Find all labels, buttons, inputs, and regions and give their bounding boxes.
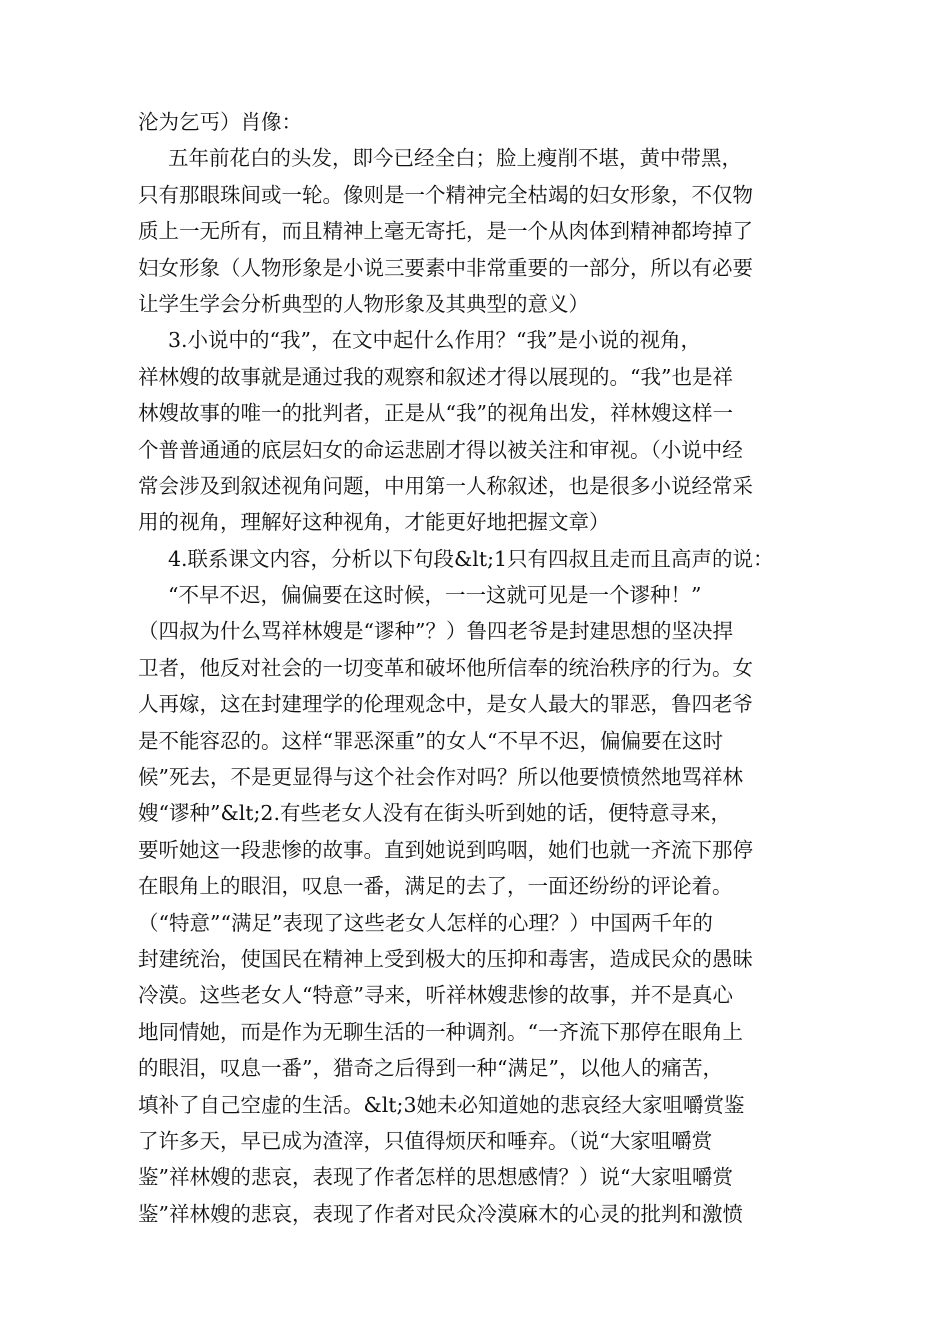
- text-line: 鉴”祥林嫂的悲哀，表现了作者对民众冷漠麻木的心灵的批判和激愤: [138, 1201, 743, 1226]
- text-line: 五年前花白的头发，即今已经全白；脸上瘦削不堪，黄中带黑，: [168, 146, 742, 171]
- text-line: 嫂“谬种”&lt;2.有些老女人没有在街头听到她的话，便特意寻来，: [138, 801, 731, 826]
- text-line: 在眼角上的眼泪，叹息一番，满足的去了，一面还纷纷的评论着。: [138, 874, 733, 899]
- text-line: 质上一无所有，而且精神上毫无寄托，是一个从肉体到精神都垮掉了: [138, 219, 753, 244]
- text-line: 地同情她，而是作为无聊生活的一种调剂。“一齐流下那停在眼角上: [138, 1019, 743, 1044]
- text-line: 沦为乞丐）肖像：: [138, 110, 302, 134]
- text-line: （“特意”“满足”表现了这些老女人怎样的心理？）中国两千年的: [138, 910, 713, 935]
- text-line: 用的视角，理解好这种视角，才能更好地把握文章）: [138, 510, 610, 535]
- text-line: 4.联系课文内容，分析以下句段&lt;1只有四叔且走而且高声的说：: [168, 546, 774, 571]
- text-line: （四叔为什么骂祥林嫂是“谬种”？）鲁四老爷是封建思想的坚决捍: [138, 619, 733, 644]
- text-line: 封建统治，使国民在精神上受到极大的压抑和毒害，造成民众的愚昧: [138, 946, 753, 971]
- text-line: 是不能容忍的。这样“罪恶深重”的女人“不早不迟，偏偏要在这时: [138, 728, 723, 753]
- text-line: 人再嫁，这在封建理学的伦理观念中，是女人最大的罪恶，鲁四老爷: [138, 692, 753, 717]
- text-line: 3.小说中的“我”，在文中起什么作用？“我”是小说的视角，: [168, 328, 701, 353]
- text-line: 个普普通通的底层妇女的命运悲剧才得以被关注和审视。（小说中经: [138, 437, 743, 462]
- text-line: 常会涉及到叙述视角问题，中用第一人称叙述，也是很多小说经常采: [138, 473, 753, 498]
- text-line: 候”死去，不是更显得与这个社会作对吗？所以他要愤愤然地骂祥林: [138, 765, 743, 790]
- text-line: 冷漠。这些老女人“特意”寻来，听祥林嫂悲惨的故事，并不是真心: [138, 983, 733, 1008]
- text-line: 让学生学会分析典型的人物形象及其典型的意义）: [138, 291, 589, 316]
- text-line: “不早不迟，偏偏要在这时候，一一这就可见是一个谬种！”: [168, 583, 702, 608]
- body-text: [138, 104, 838, 1232]
- text-line: 只有那眼珠间或一轮。像则是一个精神完全枯竭的妇女形象，不仅物: [138, 182, 753, 207]
- text-line: 填补了自己空虚的生活。&lt;3她未必知道她的悲哀经大家咀嚼赏鉴: [138, 1092, 745, 1117]
- text-line: 要听她这一段悲惨的故事。直到她说到呜咽，她们也就一齐流下那停: [138, 837, 753, 862]
- text-line: 妇女形象（人物形象是小说三要素中非常重要的一部分，所以有必要: [138, 255, 753, 280]
- text-line: 的眼泪，叹息一番”，猎奇之后得到一种“满足”，以他人的痛苦，: [138, 1056, 723, 1081]
- text-line: 林嫂故事的唯一的批判者，正是从“我”的视角出发，祥林嫂这样一: [138, 401, 733, 426]
- text-line: 祥林嫂的故事就是通过我的观察和叙述才得以展现的。“我”也是祥: [138, 364, 733, 389]
- text-line: 卫者，他反对社会的一切变革和破坏他所信奉的统治秩序的行为。女: [138, 655, 753, 680]
- text-line: 鉴”祥林嫂的悲哀，表现了作者怎样的思想感情？）说“大家咀嚼赏: [138, 1165, 733, 1190]
- text-line: 了许多天，早已成为渣滓，只值得烦厌和唾弃。（说“大家咀嚼赏: [138, 1128, 713, 1153]
